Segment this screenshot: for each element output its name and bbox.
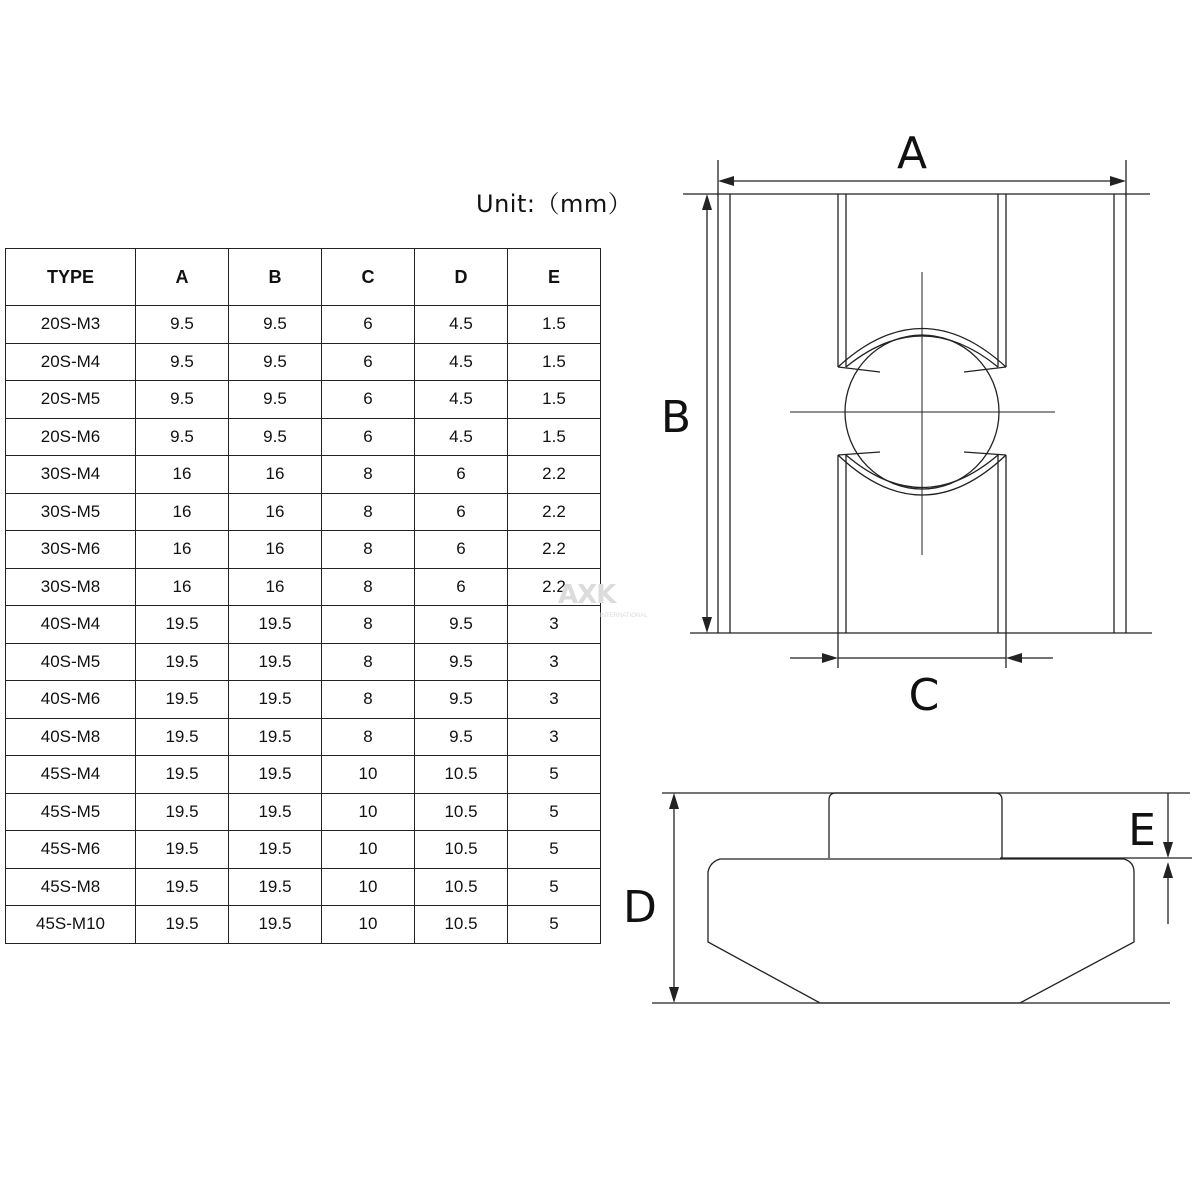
cell-type: 45S-M4 — [6, 756, 136, 794]
header-c: C — [322, 249, 415, 306]
watermark-logo: AXK — [558, 580, 616, 610]
side-view — [652, 793, 1192, 1003]
cell-e: 1.5 — [508, 381, 601, 419]
cell-e: 5 — [508, 831, 601, 869]
cell-d: 10.5 — [415, 756, 508, 794]
cell-c: 8 — [322, 681, 415, 719]
cell-type: 45S-M8 — [6, 868, 136, 906]
cell-type: 40S-M4 — [6, 606, 136, 644]
dimension-arrowheads — [669, 176, 1173, 1003]
cell-d: 9.5 — [415, 643, 508, 681]
cell-d: 6 — [415, 456, 508, 494]
cell-c: 10 — [322, 793, 415, 831]
cell-type: 30S-M4 — [6, 456, 136, 494]
cell-e: 1.5 — [508, 343, 601, 381]
cell-e: 5 — [508, 906, 601, 944]
cell-a: 9.5 — [136, 343, 229, 381]
cell-type: 45S-M6 — [6, 831, 136, 869]
cell-type: 45S-M10 — [6, 906, 136, 944]
cell-e: 1.5 — [508, 306, 601, 344]
cell-e: 5 — [508, 793, 601, 831]
dimension-label-a: A — [896, 128, 928, 179]
cell-a: 19.5 — [136, 718, 229, 756]
header-type: TYPE — [6, 249, 136, 306]
dimension-label-e: E — [1128, 805, 1156, 856]
header-e: E — [508, 249, 601, 306]
cell-b: 9.5 — [229, 418, 322, 456]
header-b: B — [229, 249, 322, 306]
dimension-label-d: D — [623, 882, 657, 933]
cell-d: 6 — [415, 568, 508, 606]
cell-type: 40S-M6 — [6, 681, 136, 719]
cell-type: 20S-M6 — [6, 418, 136, 456]
cell-a: 19.5 — [136, 906, 229, 944]
cell-d: 10.5 — [415, 906, 508, 944]
cell-b: 19.5 — [229, 681, 322, 719]
cell-e: 5 — [508, 868, 601, 906]
cell-b: 16 — [229, 568, 322, 606]
cell-a: 19.5 — [136, 868, 229, 906]
cell-d: 9.5 — [415, 606, 508, 644]
cell-d: 4.5 — [415, 381, 508, 419]
cell-e: 3 — [508, 681, 601, 719]
cell-a: 19.5 — [136, 793, 229, 831]
cell-e: 3 — [508, 643, 601, 681]
cell-b: 16 — [229, 531, 322, 569]
cell-e: 1.5 — [508, 418, 601, 456]
cell-b: 19.5 — [229, 868, 322, 906]
cell-b: 19.5 — [229, 606, 322, 644]
cell-c: 8 — [322, 531, 415, 569]
cell-c: 6 — [322, 418, 415, 456]
cell-e: 2.2 — [508, 493, 601, 531]
cell-e: 2.2 — [508, 456, 601, 494]
cell-type: 40S-M8 — [6, 718, 136, 756]
cell-b: 9.5 — [229, 381, 322, 419]
cell-d: 6 — [415, 493, 508, 531]
cell-b: 16 — [229, 456, 322, 494]
cell-a: 9.5 — [136, 381, 229, 419]
cell-e: 5 — [508, 756, 601, 794]
cell-c: 8 — [322, 718, 415, 756]
cell-a: 19.5 — [136, 681, 229, 719]
cell-type: 30S-M6 — [6, 531, 136, 569]
cell-a: 16 — [136, 493, 229, 531]
cell-type: 20S-M5 — [6, 381, 136, 419]
cell-e: 2.2 — [508, 568, 601, 606]
cell-c: 8 — [322, 568, 415, 606]
cell-b: 19.5 — [229, 718, 322, 756]
cell-e: 3 — [508, 606, 601, 644]
dimension-label-c: C — [908, 670, 940, 721]
header-a: A — [136, 249, 229, 306]
cell-type: 45S-M5 — [6, 793, 136, 831]
cell-b: 19.5 — [229, 906, 322, 944]
cell-b: 9.5 — [229, 343, 322, 381]
cell-c: 8 — [322, 493, 415, 531]
cell-type: 30S-M8 — [6, 568, 136, 606]
cell-d: 9.5 — [415, 718, 508, 756]
cell-a: 16 — [136, 568, 229, 606]
cell-b: 9.5 — [229, 306, 322, 344]
cell-c: 10 — [322, 906, 415, 944]
cell-c: 10 — [322, 868, 415, 906]
cell-b: 19.5 — [229, 831, 322, 869]
cell-c: 10 — [322, 756, 415, 794]
cell-a: 19.5 — [136, 756, 229, 794]
watermark-subtext: INTERNATIONAL — [600, 613, 648, 619]
cell-c: 6 — [322, 306, 415, 344]
cell-d: 9.5 — [415, 681, 508, 719]
unit-label: Unit:（mm） — [476, 190, 633, 218]
cell-a: 19.5 — [136, 643, 229, 681]
cell-type: 20S-M3 — [6, 306, 136, 344]
cell-b: 19.5 — [229, 756, 322, 794]
cell-c: 8 — [322, 456, 415, 494]
cell-d: 10.5 — [415, 793, 508, 831]
cell-type: 40S-M5 — [6, 643, 136, 681]
cell-d: 4.5 — [415, 418, 508, 456]
cell-a: 16 — [136, 531, 229, 569]
cell-c: 10 — [322, 831, 415, 869]
header-d: D — [415, 249, 508, 306]
cell-b: 19.5 — [229, 793, 322, 831]
cell-c: 8 — [322, 606, 415, 644]
cell-b: 16 — [229, 493, 322, 531]
cell-c: 6 — [322, 343, 415, 381]
cell-type: 30S-M5 — [6, 493, 136, 531]
cell-e: 3 — [508, 718, 601, 756]
cell-a: 9.5 — [136, 306, 229, 344]
cell-c: 6 — [322, 381, 415, 419]
cell-type: 20S-M4 — [6, 343, 136, 381]
cell-d: 10.5 — [415, 868, 508, 906]
dimension-label-b: B — [660, 392, 692, 443]
cell-e: 2.2 — [508, 531, 601, 569]
cell-b: 19.5 — [229, 643, 322, 681]
cell-a: 19.5 — [136, 831, 229, 869]
cell-a: 19.5 — [136, 606, 229, 644]
cell-a: 9.5 — [136, 418, 229, 456]
cell-c: 8 — [322, 643, 415, 681]
cell-d: 4.5 — [415, 306, 508, 344]
cell-a: 16 — [136, 456, 229, 494]
cell-d: 10.5 — [415, 831, 508, 869]
top-view — [683, 160, 1152, 668]
cell-d: 6 — [415, 531, 508, 569]
cell-d: 4.5 — [415, 343, 508, 381]
